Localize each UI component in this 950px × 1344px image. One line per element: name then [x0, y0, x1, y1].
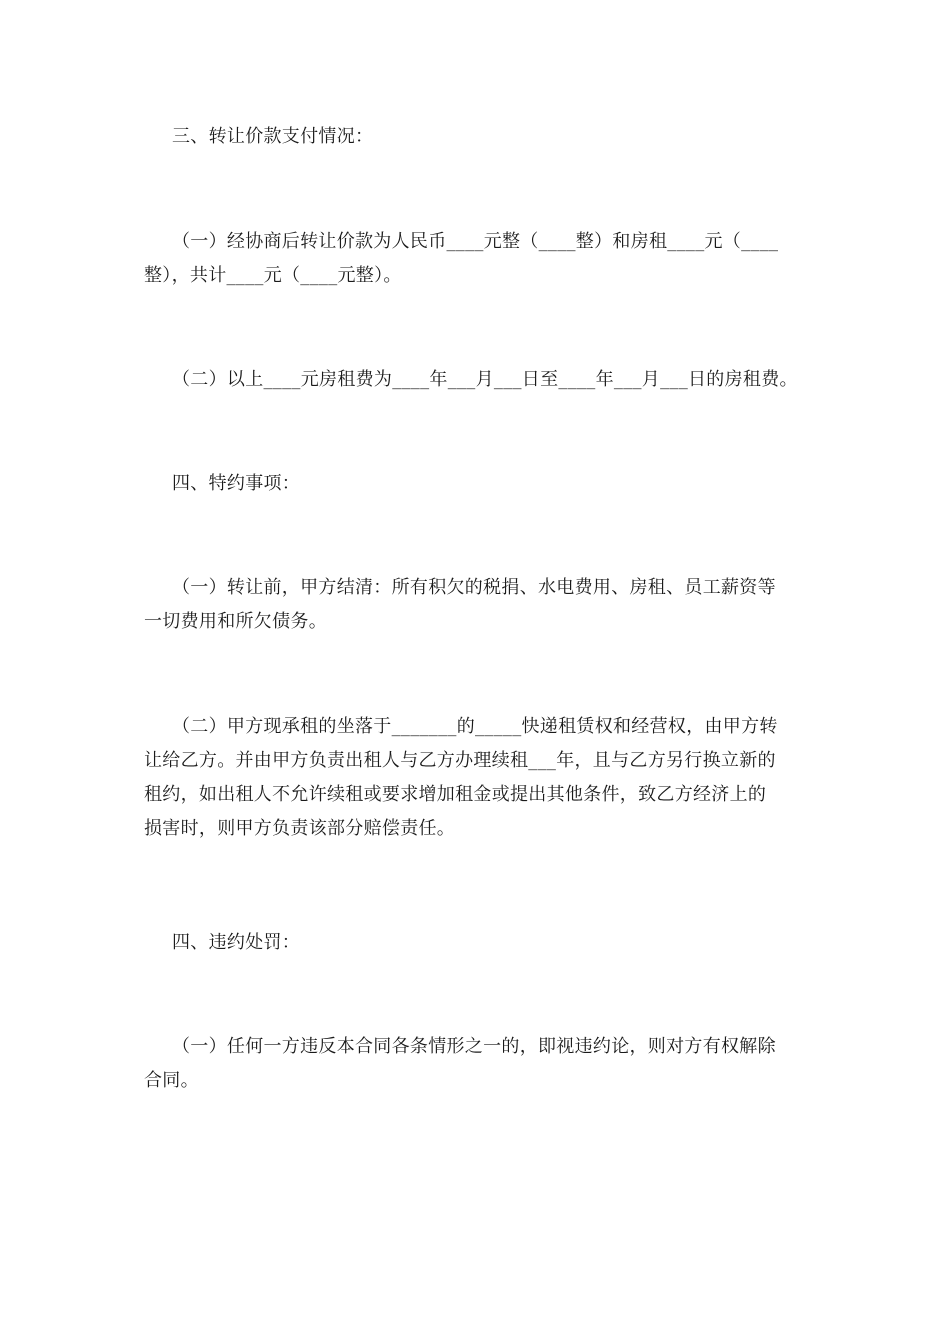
paragraph-line: （二）以上____元房租费为____年___月___日至____年___月___日的房租费。 [172, 369, 798, 390]
paragraph-line: 合同。 [144, 1070, 199, 1091]
paragraph-line: 损害时，则甲方负责该部分赔偿责任。 [144, 818, 456, 839]
section-3-paragraph-1 [144, 225, 816, 293]
heading-text: 三、转让价款支付情况： [172, 126, 374, 147]
paragraph-line: 一切费用和所欠债务。 [144, 611, 327, 632]
paragraph-line: （一）任何一方违反本合同各条情形之一的，即视违约论，则对方有权解除 [172, 1036, 776, 1057]
section-5-heading [144, 926, 816, 960]
paragraph-line: （一）经协商后转让价款为人民币____元整（____整）和房租____元（____ [172, 231, 779, 252]
paragraph-line: （二）甲方现承租的坐落于_______的_____快递租赁权和经营权，由甲方转 [172, 716, 778, 737]
heading-text: 四、违约处罚： [172, 932, 301, 953]
paragraph-line: 租约，如出租人不允许续租或要求增加租金或提出其他条件，致乙方经济上的 [144, 784, 767, 805]
heading-text: 四、特约事项： [172, 473, 301, 494]
section-4-paragraph-2 [144, 710, 816, 846]
section-4-paragraph-1 [144, 571, 816, 639]
paragraph-line: 整），共计____元（____元整）。 [144, 265, 402, 286]
section-5-paragraph-1 [144, 1030, 816, 1098]
section-3-heading [144, 120, 816, 154]
paragraph-line: 让给乙方。并由甲方负责出租人与乙方办理续租___年，且与乙方另行换立新的 [144, 750, 776, 771]
paragraph-line: （一）转让前，甲方结清：所有积欠的税捐、水电费用、房租、员工薪资等 [172, 577, 776, 598]
section-4-heading [144, 467, 816, 501]
section-3-paragraph-2 [144, 363, 816, 397]
